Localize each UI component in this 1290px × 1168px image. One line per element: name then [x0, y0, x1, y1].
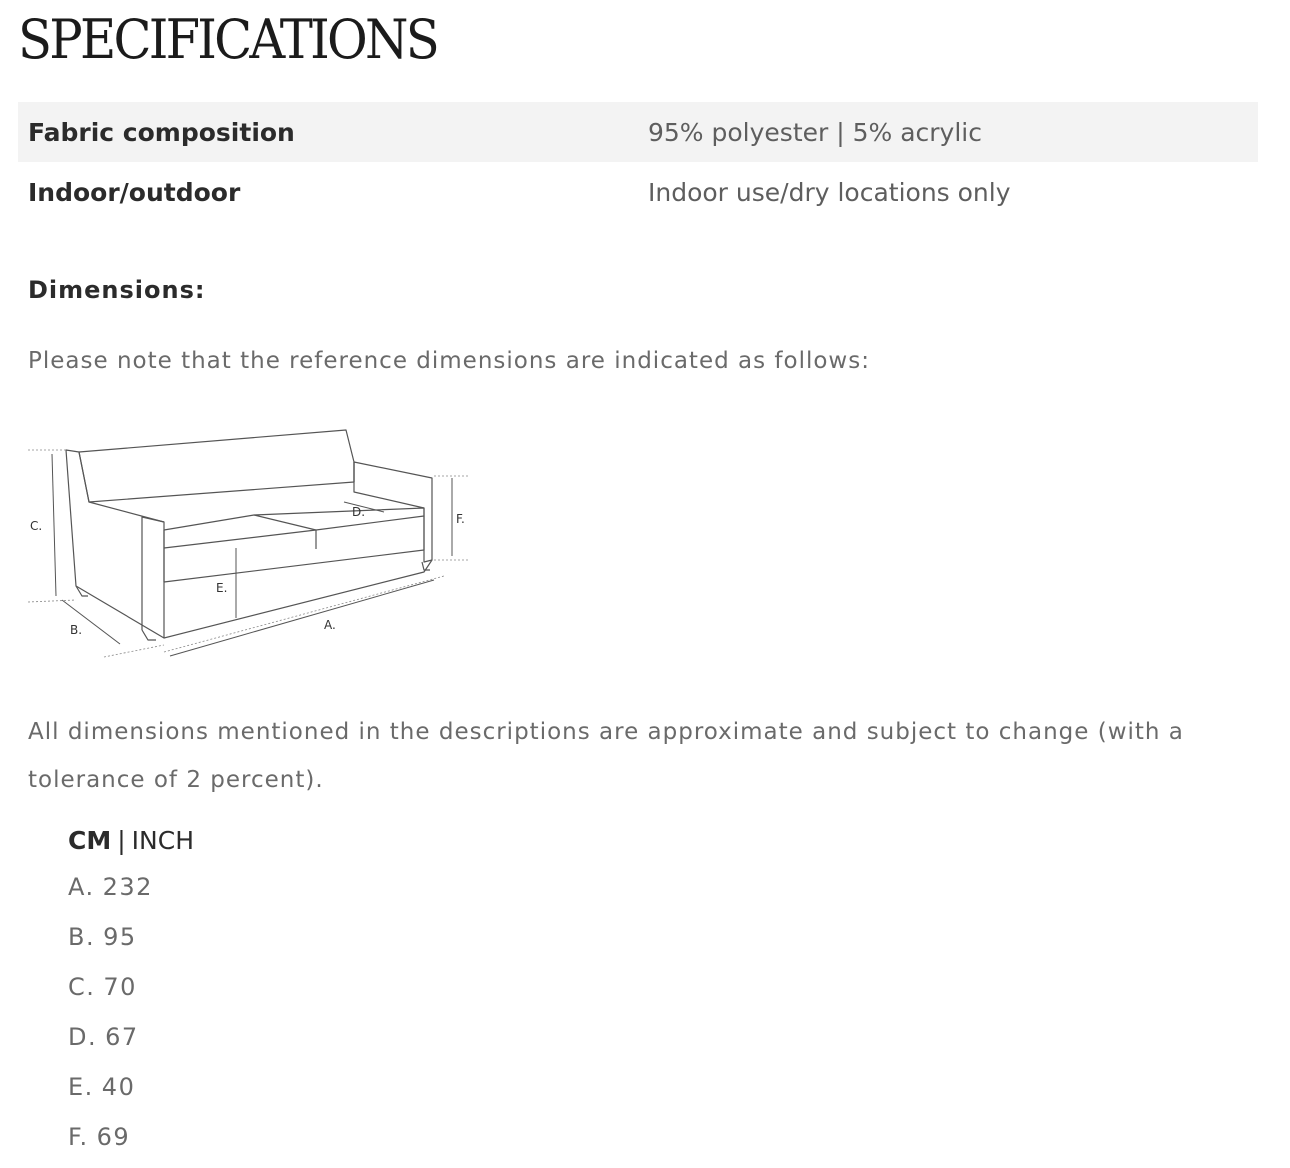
dimension-letter: B.: [68, 923, 96, 951]
dimension-value: 232: [102, 873, 153, 901]
diagram-label-a: A.: [324, 618, 336, 632]
dimension-letter: A.: [68, 873, 95, 901]
dimension-item-f: [68, 1118, 153, 1168]
page-title: SPECIFICATIONS: [18, 8, 437, 71]
dimension-value: 67: [105, 1023, 139, 1051]
dimension-arrows: [52, 454, 452, 656]
unit-inch: INCH: [131, 826, 195, 855]
dimension-item-b: [68, 918, 153, 968]
dimension-letter: F.: [68, 1123, 89, 1151]
sofa-backrest: [79, 430, 354, 502]
sofa-seat-front: [164, 516, 424, 582]
dimension-value: 69: [96, 1123, 131, 1151]
diagram-label-d: D.: [352, 505, 366, 519]
dimension-item-e: [68, 1068, 153, 1118]
specifications-table: [18, 102, 1258, 222]
diagram-label-f: F.: [456, 512, 465, 526]
dimension-c-line: [52, 454, 56, 596]
dimensions-note: Please note that the reference dimensions are indicated as follows:: [28, 348, 870, 374]
spec-row-fabric-composition: [18, 102, 1258, 162]
spec-label: Fabric composition: [28, 118, 295, 147]
dimensions-heading: Dimensions:: [28, 276, 206, 304]
dimension-value: 70: [103, 973, 137, 1001]
dimension-guides: [28, 450, 469, 657]
sofa-seat-top: [164, 508, 424, 548]
spec-label: Indoor/outdoor: [28, 178, 241, 207]
diagram-label-e: E.: [216, 581, 228, 595]
dimension-list: [68, 868, 153, 1168]
sofa-base: [164, 560, 432, 638]
dimension-value: 95: [103, 923, 137, 951]
dimension-value: 40: [101, 1073, 136, 1101]
dimensions-disclaimer: All dimensions mentioned in the descriptions are approximate and subject to change (with a tolerance of 2 percent).: [28, 719, 1184, 793]
spec-value: Indoor use/dry locations only: [648, 178, 1011, 207]
dimension-letter: D.: [68, 1023, 98, 1051]
sofa-left-arm: [66, 450, 164, 638]
sofa-diagram-svg: [24, 420, 474, 670]
dimension-a-line: [170, 580, 434, 656]
diagram-label-c: C.: [30, 519, 43, 533]
dimension-item-a: [68, 868, 153, 918]
sofa-left-arm-front: [142, 517, 164, 630]
spec-row-indoor-outdoor: [18, 162, 1258, 222]
sofa-dimension-diagram: [24, 420, 474, 670]
spec-value: 95% polyester | 5% acrylic: [648, 118, 982, 147]
dimension-item-c: [68, 968, 153, 1018]
unit-separator: |: [117, 826, 126, 855]
units-header: [68, 826, 194, 855]
diagram-label-b: B.: [70, 623, 83, 637]
dimension-item-d: [68, 1018, 153, 1068]
dimension-letter: E.: [68, 1073, 94, 1101]
unit-cm: CM: [68, 826, 112, 855]
sofa-cushion-split: [254, 515, 316, 530]
sofa-right-arm: [354, 462, 432, 562]
dimension-letter: C.: [68, 973, 96, 1001]
